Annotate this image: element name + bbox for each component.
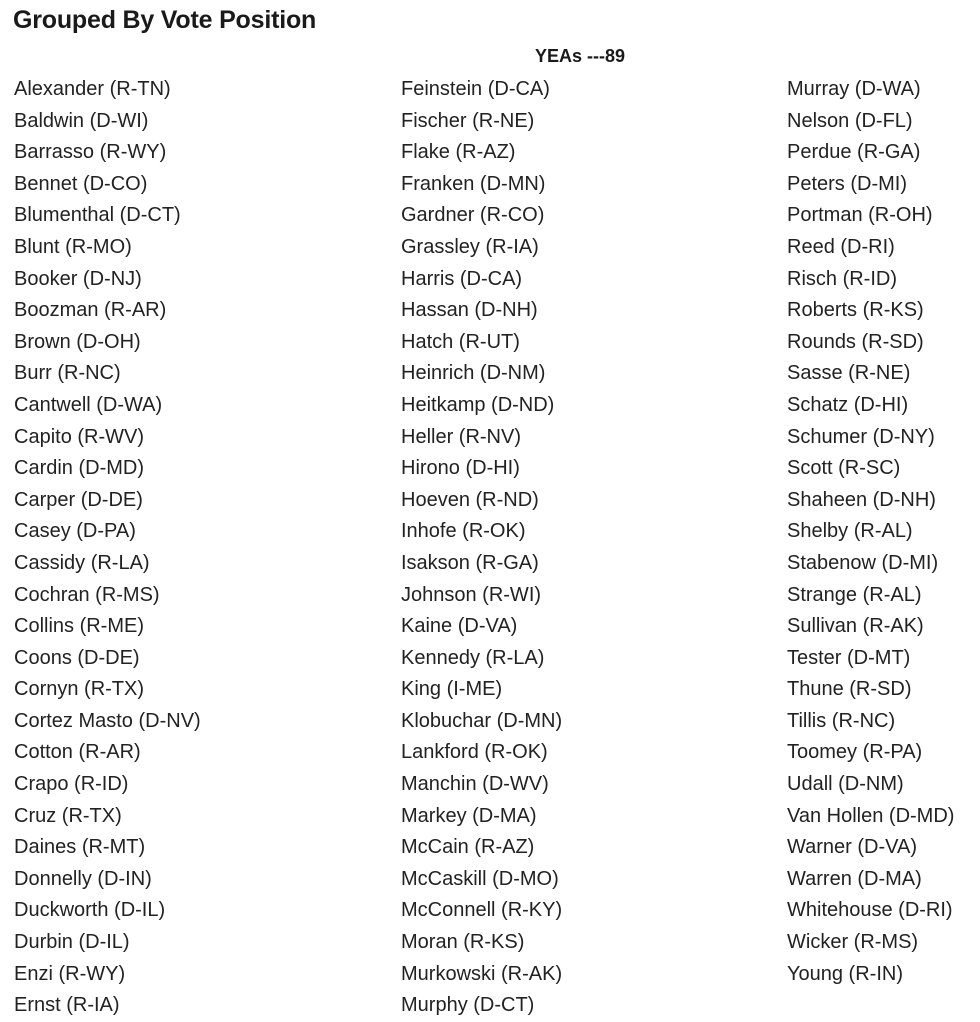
senator-entry: Reed (D-RI): [787, 235, 895, 258]
senator-entry: Stabenow (D-MI): [787, 551, 939, 574]
senator-entry: Capito (R-WV): [14, 425, 145, 448]
senator-entry: Thune (R-SD): [787, 678, 912, 701]
senator-entry: Hirono (D-HI): [401, 457, 520, 480]
senator-entry: Bennet (D-CO): [14, 172, 148, 195]
senator-entry: Isakson (R-GA): [401, 551, 539, 574]
senator-entry: Sasse (R-NE): [787, 362, 911, 385]
senator-entry: Udall (D-NM): [787, 773, 904, 796]
senator-entry: Boozman (R-AR): [14, 299, 167, 322]
senator-entry: Grassley (R-IA): [401, 235, 539, 258]
senator-entry: Blumenthal (D-CT): [14, 204, 181, 227]
page-title: Grouped By Vote Position: [13, 6, 317, 34]
senator-entry: McConnell (R-KY): [401, 899, 563, 922]
senator-entry: Inhofe (R-OK): [401, 520, 526, 543]
senator-entry: Tester (D-MT): [787, 646, 911, 669]
senator-entry: Shaheen (D-NH): [787, 488, 936, 511]
senator-entry: Cotton (R-AR): [14, 741, 141, 764]
senator-entry: Hoeven (R-ND): [401, 488, 539, 511]
senator-entry: Hassan (D-NH): [401, 299, 538, 322]
senator-entry: Shelby (R-AL): [787, 520, 913, 543]
senator-entry: Tillis (R-NC): [787, 709, 896, 732]
senator-entry: Baldwin (D-WI): [14, 109, 149, 132]
senator-entry: Harris (D-CA): [401, 267, 523, 290]
senator-entry: Carper (D-DE): [14, 488, 143, 511]
senator-entry: Schumer (D-NY): [787, 425, 935, 448]
senator-entry: Flake (R-AZ): [401, 141, 516, 164]
senator-entry: Kennedy (R-LA): [401, 646, 545, 669]
senator-entry: Crapo (R-ID): [14, 773, 129, 796]
section-heading-yeas: YEAs ---89: [534, 46, 626, 66]
senator-entry: Cortez Masto (D-NV): [14, 709, 201, 732]
senator-entry: Young (R-IN): [787, 962, 903, 985]
senator-entry: Risch (R-ID): [787, 267, 897, 290]
senator-entry: Enzi (R-WY): [14, 962, 126, 985]
senator-entry: McCain (R-AZ): [401, 836, 535, 859]
senator-entry: Warren (D-MA): [787, 867, 922, 890]
senator-entry: Duckworth (D-IL): [14, 899, 166, 922]
senator-column-3: [787, 74, 954, 990]
senator-entry: Klobuchar (D-MN): [401, 709, 563, 732]
senator-entry: Donnelly (D-IN): [14, 867, 152, 890]
senator-column-1: [14, 74, 201, 1022]
senator-entry: Murphy (D-CT): [401, 994, 535, 1017]
senator-entry: McCaskill (D-MO): [401, 867, 559, 890]
senator-entry: Gardner (R-CO): [401, 204, 545, 227]
senator-entry: Scott (R-SC): [787, 457, 901, 480]
senator-entry: Lankford (R-OK): [401, 741, 548, 764]
senator-entry: Brown (D-OH): [14, 330, 141, 353]
senator-entry: Cantwell (D-WA): [14, 393, 163, 416]
senator-entry: Alexander (R-TN): [14, 78, 171, 100]
senator-entry: Whitehouse (D-RI): [787, 899, 953, 922]
senator-entry: Perdue (R-GA): [787, 141, 921, 164]
senator-entry: Durbin (D-IL): [14, 931, 130, 954]
senator-entry: Roberts (R-KS): [787, 299, 924, 322]
senator-entry: Booker (D-NJ): [14, 267, 142, 290]
senator-entry: Heller (R-NV): [401, 425, 521, 448]
senator-entry: Warner (D-VA): [787, 836, 917, 859]
senator-entry: Johnson (R-WI): [401, 583, 542, 606]
senator-column-2: [401, 74, 562, 1022]
senator-entry: Murkowski (R-AK): [401, 962, 563, 985]
senator-columns: [14, 74, 974, 1017]
senator-entry: Franken (D-MN): [401, 172, 546, 195]
senator-entry: Blunt (R-MO): [14, 235, 132, 258]
senator-entry: Heitkamp (D-ND): [401, 393, 555, 416]
senator-entry: Feinstein (D-CA): [401, 78, 550, 100]
senator-entry: Collins (R-ME): [14, 615, 144, 638]
senator-entry: Kaine (D-VA): [401, 615, 518, 638]
senator-entry: Cardin (D-MD): [14, 457, 144, 480]
senator-entry: Toomey (R-PA): [787, 741, 923, 764]
senator-entry: Heinrich (D-NM): [401, 362, 546, 385]
senator-entry: Burr (R-NC): [14, 362, 121, 385]
senator-entry: Moran (R-KS): [401, 931, 525, 954]
senator-entry: Cassidy (R-LA): [14, 551, 150, 574]
senator-entry: Fischer (R-NE): [401, 109, 535, 132]
senator-entry: Strange (R-AL): [787, 583, 922, 606]
senator-entry: Cochran (R-MS): [14, 583, 160, 606]
senator-entry: Peters (D-MI): [787, 172, 907, 195]
senator-entry: Wicker (R-MS): [787, 931, 919, 954]
senator-entry: Van Hollen (D-MD): [787, 804, 955, 827]
senator-entry: Murray (D-WA): [787, 78, 921, 100]
senator-entry: Nelson (D-FL): [787, 109, 913, 132]
senator-entry: Hatch (R-UT): [401, 330, 520, 353]
senator-entry: Schatz (D-HI): [787, 393, 909, 416]
senator-entry: Sullivan (R-AK): [787, 615, 924, 638]
senator-entry: King (I-ME): [401, 678, 503, 701]
senator-entry: Manchin (D-WV): [401, 773, 549, 796]
senator-entry: Daines (R-MT): [14, 836, 146, 859]
senator-entry: Cruz (R-TX): [14, 804, 122, 827]
senator-entry: Rounds (R-SD): [787, 330, 924, 353]
senator-entry: Barrasso (R-WY): [14, 141, 167, 164]
senator-entry: Markey (D-MA): [401, 804, 537, 827]
senator-entry: Portman (R-OH): [787, 204, 933, 227]
senator-entry: Coons (D-DE): [14, 646, 140, 669]
senator-entry: Ernst (R-IA): [14, 994, 120, 1017]
senator-entry: Casey (D-PA): [14, 520, 136, 543]
senator-entry: Cornyn (R-TX): [14, 678, 145, 701]
